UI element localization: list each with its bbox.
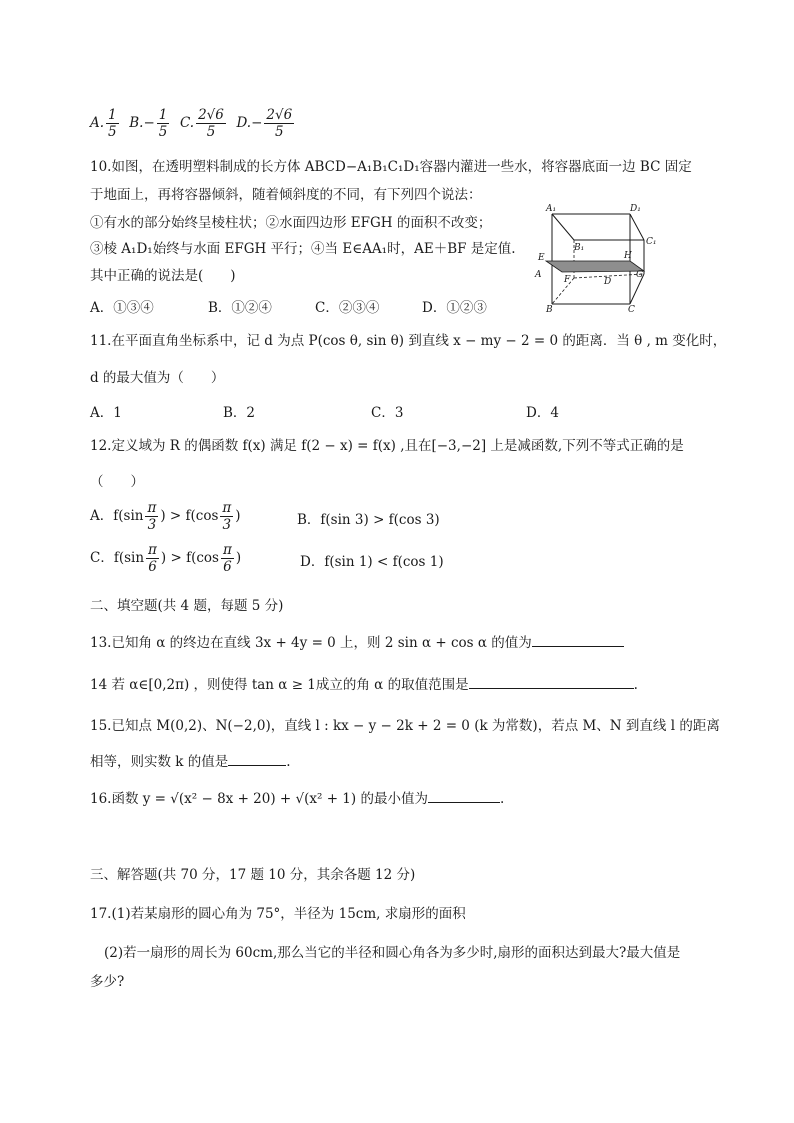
q10-option-c: C．②③④ [315, 300, 380, 316]
q9-option-a-fraction: $\frac{1}{5}$ [108, 107, 117, 140]
q10-line1: 10.如图，在透明塑料制成的长方体 ABCD−A₁B₁C₁D₁容器内灌进一些水，将容器底面一边 BC 固定 [90, 159, 692, 175]
label-e: E [538, 253, 545, 263]
q11-line2: d 的最大值为（ ） [90, 370, 225, 386]
q12-line1: 12.定义域为 R 的偶函数 f(x) 满足 f(2 − x) = f(x) ,且在[−3,−2] 上是减函数,下列不等式正确的是 [90, 438, 684, 454]
q10-option-d: D．①②③ [422, 300, 487, 316]
label-h: H [624, 251, 632, 261]
label-c1: C₁ [646, 237, 657, 247]
label-d1: D₁ [630, 204, 641, 214]
q12-option-b: B．f(sin 3) > f(cos 3) [297, 512, 440, 528]
q10-line5: 其中正确的说法是( ) [90, 268, 236, 284]
q16-answer-blank [428, 790, 500, 803]
q10-line4: ③棱 A₁D₁始终与水面 EFGH 平行；④当 E∈AA₁时，AE＋BF 是定值. [90, 241, 516, 257]
q10-option-b: B．①②④ [208, 300, 272, 316]
q15-line1: 15.已知点 M(0,2)、N(−2,0)，直线 l : kx − y − 2k + 2 = 0 (k 为常数)，若点 M、N 到直线 l 的距离 [90, 718, 720, 734]
label-b: B [546, 305, 553, 315]
q11-option-d: D．4 [526, 405, 559, 421]
q9-option-a-label: A. [90, 115, 105, 131]
q17-line1: 17.(1)若某扇形的圆心角为 75°，半径为 15cm, 求扇形的面积 [90, 906, 466, 922]
label-a1: A₁ [546, 204, 557, 214]
q15-answer-blank [228, 753, 286, 766]
q17-line2: (2)若一扇形的周长为 60cm,那么当它的半径和圆心角各为多少时,扇形的面积达到最大?最大值是 [104, 945, 681, 961]
q14-answer-blank [469, 676, 634, 689]
q11-line1: 11.在平面直角坐标系中，记 d 为点 P(cos θ, sin θ) 到直线 x − my − 2 = 0 的距离．当 θ , m 变化时， [90, 333, 727, 349]
label-a: A [535, 270, 542, 280]
q9-options [90, 107, 296, 140]
q9-option-c-label: C. [179, 115, 195, 131]
q12-option-a: A．f(sin $\frac{\pi}{3}$ ) > f(cos $\frac{\pi}{3}$ ) [90, 500, 241, 533]
q12-line2: （ ） [90, 474, 144, 490]
label-f: F [564, 275, 571, 285]
water-surface-efgh [546, 261, 644, 272]
q9-option-d-label: D.− [236, 115, 263, 131]
q11-option-c: C．3 [371, 405, 404, 421]
section-2-heading: 二、填空题(共 4 题，每题 5 分) [90, 598, 284, 614]
q14: 14 若 α∈[0,2π) ，则使得 tan α ≥ 1成立的角 α 的取值范围是 . [90, 677, 638, 693]
q17-line3: 多少? [90, 974, 125, 990]
label-b1: B₁ [574, 243, 585, 253]
q11-option-b: B．2 [223, 405, 256, 421]
q11-option-a: A．1 [90, 405, 122, 421]
q13: 13.已知角 α 的终边在直线 3x + 4y = 0 上，则 2 sin α + cos α 的值为 [90, 634, 624, 652]
q10-line3: ①有水的部分始终呈棱柱状；②水面四边形 EFGH 的面积不改变； [90, 215, 492, 231]
q12-option-d: D．f(sin 1) < f(cos 1) [300, 554, 444, 570]
label-c: C [628, 305, 635, 315]
q12-option-c: C．f(sin $\frac{\pi}{6}$ ) > f(cos $\frac{\pi}{6}$ ) [90, 542, 242, 575]
q10-line2: 于地面上，再将容器倾斜，随着倾斜度的不同，有下列四个说法： [90, 187, 482, 203]
q9-option-b-fraction: $\frac{1}{5}$ [158, 107, 168, 140]
q9-option-d-fraction: $\frac{2√6}{5}$ [266, 107, 293, 140]
section-3-heading: 三、解答题(共 70 分，17 题 10 分，其余各题 12 分) [90, 867, 416, 883]
q15-line2: 相等，则实数 k 的值是 . [90, 754, 291, 770]
q9-option-c-fraction: $\frac{2√6}{5}$ [198, 107, 224, 140]
q10-option-a: A．①③④ [90, 300, 154, 316]
cuboid-figure [532, 198, 662, 316]
q9-option-b-label: B.− [129, 115, 155, 131]
q13-answer-blank [532, 634, 624, 647]
label-g: G [636, 270, 644, 280]
label-d: D [604, 277, 612, 287]
q16: 16.函数 y = √(x² − 8x + 20) + √(x² + 1) 的最小值为 . [90, 791, 505, 807]
